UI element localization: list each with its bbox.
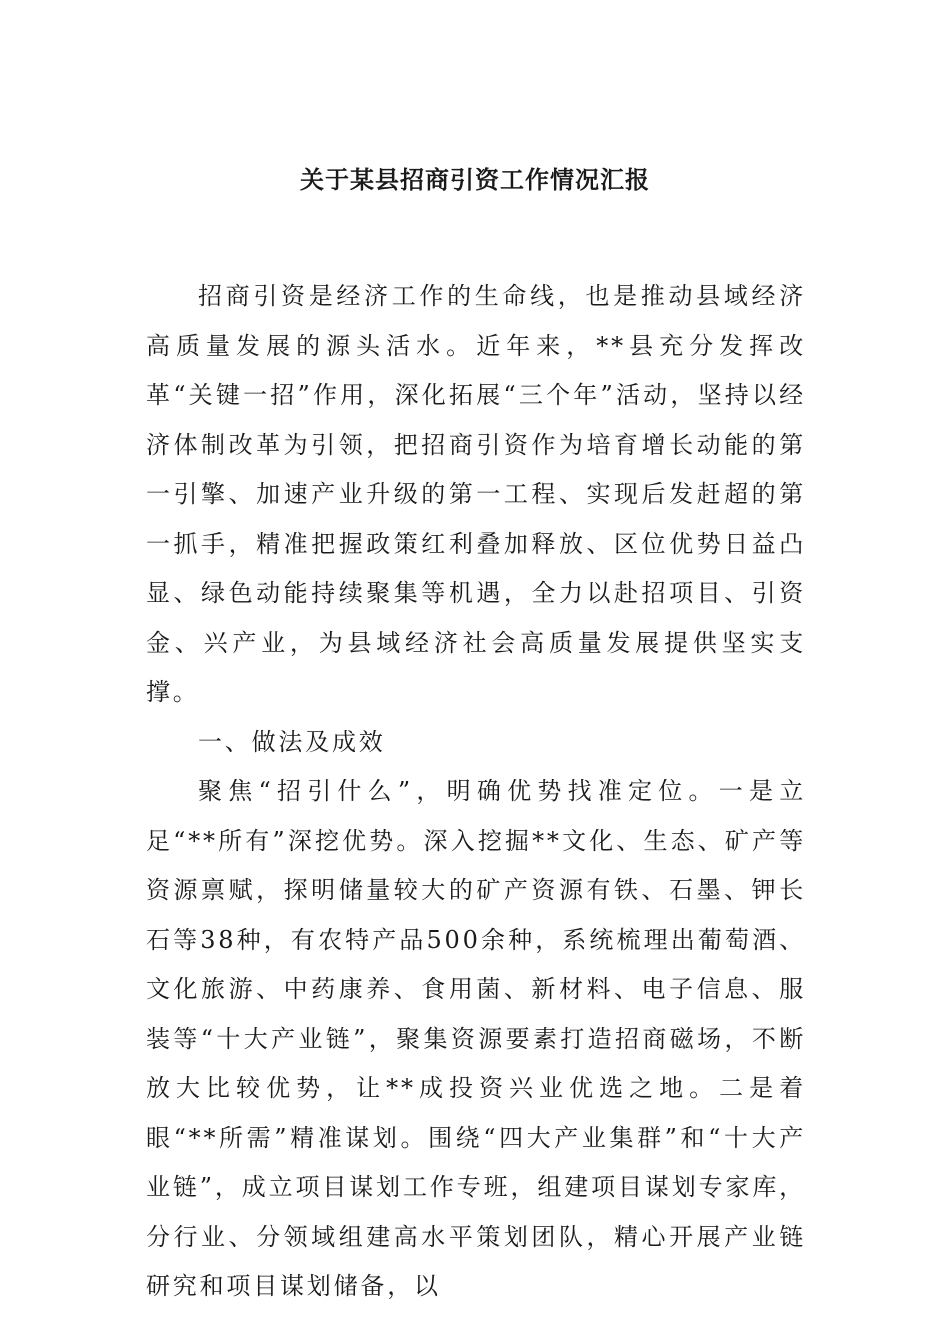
document-title: 关于某县招商引资工作情况汇报 <box>300 165 650 194</box>
section-heading: 一、做法及成效 <box>198 727 386 756</box>
document-body <box>146 272 806 1312</box>
body-paragraph: 聚焦“招引什么”，明确优势找准定位。一是立足“**所有”深挖优势。深入挖掘**文化、生态、矿产等资源禀赋，探明储量较大的矿产资源有铁、石墨、钾长石等38种，有农特产品500余种，系统梳理出葡萄酒、文化旅游、中药康养、食用菌、新材料、电子信息、服装等“十大产业链”，聚集资源要素打造招商磁场，不断放大比较优势，让**成投资兴业优选之地。二是着眼“**所需”精准谋划。围绕“四大产业集群”和“十大产业链”，成立项目谋划工作专班，组建项目谋划专家库，分行业、分领域组建高水平策划团队，精心开展产业链研究和项目谋划储备，以 <box>146 777 806 1300</box>
intro-paragraph: 招商引资是经济工作的生命线，也是推动县域经济高质量发展的源头活水。近年来，**县充分发挥改革“关键一招”作用，深化拓展“三个年”活动，坚持以经济体制改革为引领，把招商引资作为培育增长动能的第一引擎、加速产业升级的第一工程、实现后发赶超的第一抓手，精准把握政策红利叠加释放、区位优势日益凸显、绿色动能持续聚集等机遇，全力以赴招项目、引资金、兴产业，为县域经济社会高质量发展提供坚实支撑。 <box>146 282 806 706</box>
